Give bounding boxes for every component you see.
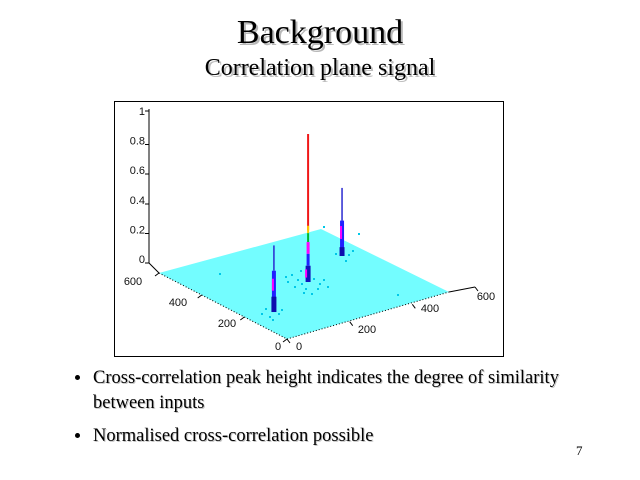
z-axis-labels — [130, 106, 145, 266]
z-tick-label: 0.4 — [129, 195, 145, 207]
x-tick-label: 600 — [476, 291, 496, 303]
slide-title: Background — [236, 14, 404, 51]
slide-subtitle: Correlation plane signal — [204, 55, 436, 81]
y-tick-label: 400 — [168, 297, 188, 309]
correlation-plot — [114, 101, 504, 357]
bullet-text: Cross-correlation peak height indicates the degree of similarity between inputs — [93, 368, 559, 413]
z-tick-label: 1 — [138, 106, 145, 118]
x-tick-label: 200 — [357, 324, 377, 336]
bullet-text: Normalised cross-correlation possible — [93, 426, 374, 446]
bullet-icon — [75, 433, 80, 438]
z-tick-label: 0 — [138, 254, 145, 266]
z-tick-label: 0.6 — [129, 165, 145, 177]
z-tick-label: 0.2 — [129, 224, 145, 237]
x-tick-label: 0 — [295, 341, 303, 353]
bullet-list — [75, 366, 597, 449]
list-item — [75, 424, 597, 449]
list-item — [75, 366, 597, 416]
bullet-icon — [75, 375, 80, 380]
y-tick-label: 0 — [274, 341, 282, 353]
x-tick-label: 400 — [420, 303, 440, 315]
plot-plane — [159, 229, 449, 339]
z-tick-label: 0.8 — [129, 135, 145, 148]
surface-plot-svg — [115, 102, 503, 356]
y-tick-label: 200 — [217, 318, 237, 330]
page-number: 7 — [576, 443, 583, 458]
y-tick-label: 600 — [123, 276, 143, 288]
